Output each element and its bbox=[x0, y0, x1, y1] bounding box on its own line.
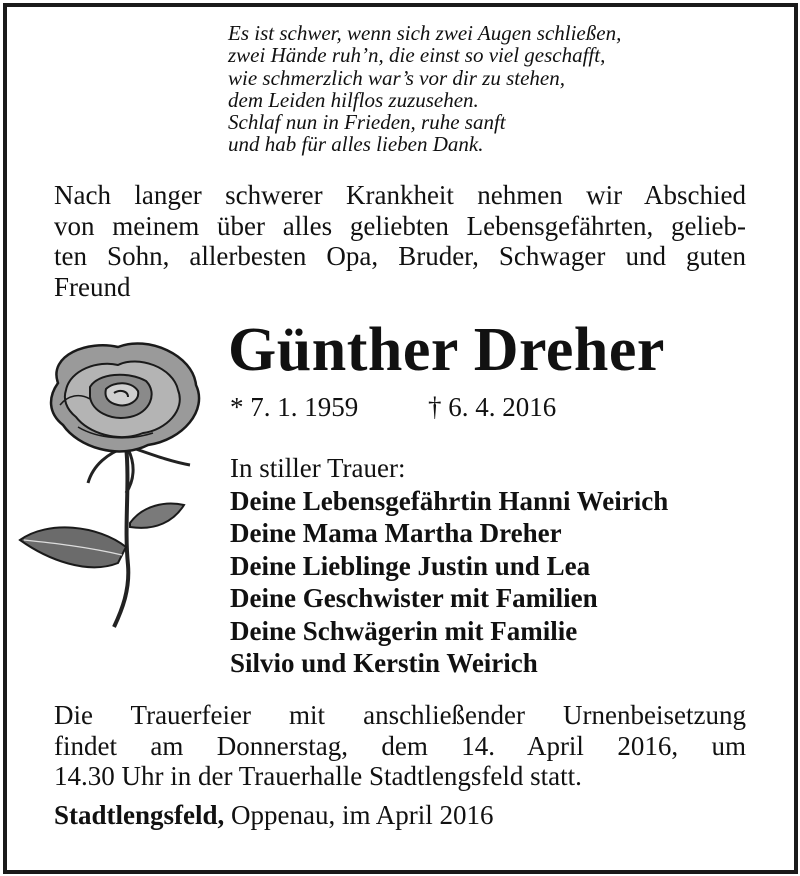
service-line: findet am Donnerstag, dem 14. April 2016, um bbox=[54, 730, 746, 761]
poem-line: dem Leiden hilflos zuzusehen. bbox=[228, 87, 479, 112]
poem-line: zwei Hände ruh’n, die einst so viel geschafft, bbox=[228, 43, 606, 68]
place-date-line bbox=[54, 800, 494, 831]
service-line: Die Trauerfeier mit anschließender Urnenbeisetzung bbox=[54, 700, 746, 730]
death-date: † 6. 4. 2016 bbox=[428, 392, 557, 422]
mourners-heading: In stiller Trauer: bbox=[230, 453, 406, 483]
mourner-line: Deine Lebensgefährtin Hanni Weirich bbox=[230, 485, 669, 516]
poem-line: wie schmerzlich war’s vor dir zu stehen, bbox=[228, 65, 565, 90]
place-rest: Oppenau, im April 2016 bbox=[224, 800, 494, 830]
mourner-line: Deine Schwägerin mit Familie bbox=[230, 615, 578, 646]
poem bbox=[228, 22, 748, 156]
intro-text bbox=[54, 180, 746, 302]
intro-line: von meinem über alles geliebten Lebensgefährten, gelieb- bbox=[54, 210, 746, 241]
intro-line: Nach langer schwerer Krankheit nehmen wir Abschied bbox=[54, 180, 746, 210]
rose-icon bbox=[18, 335, 218, 635]
birth-date: * 7. 1. 1959 bbox=[230, 392, 359, 422]
deceased-name: Günther Dreher bbox=[228, 316, 665, 384]
mourner-line: Deine Geschwister mit Familien bbox=[230, 583, 598, 613]
intro-line: Freund bbox=[54, 271, 131, 302]
mourner-line: Deine Lieblinge Justin und Lea bbox=[230, 550, 591, 581]
service-text bbox=[54, 700, 746, 792]
poem-line: und hab für alles lieben Dank. bbox=[228, 132, 484, 157]
mourner-line: Silvio und Kerstin Weirich bbox=[230, 648, 538, 678]
mourner-line: Deine Mama Martha Dreher bbox=[230, 518, 562, 548]
place-bold: Stadtlengsfeld, bbox=[54, 800, 225, 830]
intro-line: ten Sohn, allerbesten Opa, Bruder, Schwager und guten bbox=[54, 241, 746, 271]
poem-line: Es ist schwer, wenn sich zwei Augen schließen, bbox=[228, 21, 622, 45]
poem-line: Schlaf nun in Frieden, ruhe sanft bbox=[228, 110, 506, 135]
mourners-block bbox=[230, 452, 668, 680]
service-line: 14.30 Uhr in der Trauerhalle Stadtlengsfeld statt. bbox=[54, 761, 582, 791]
